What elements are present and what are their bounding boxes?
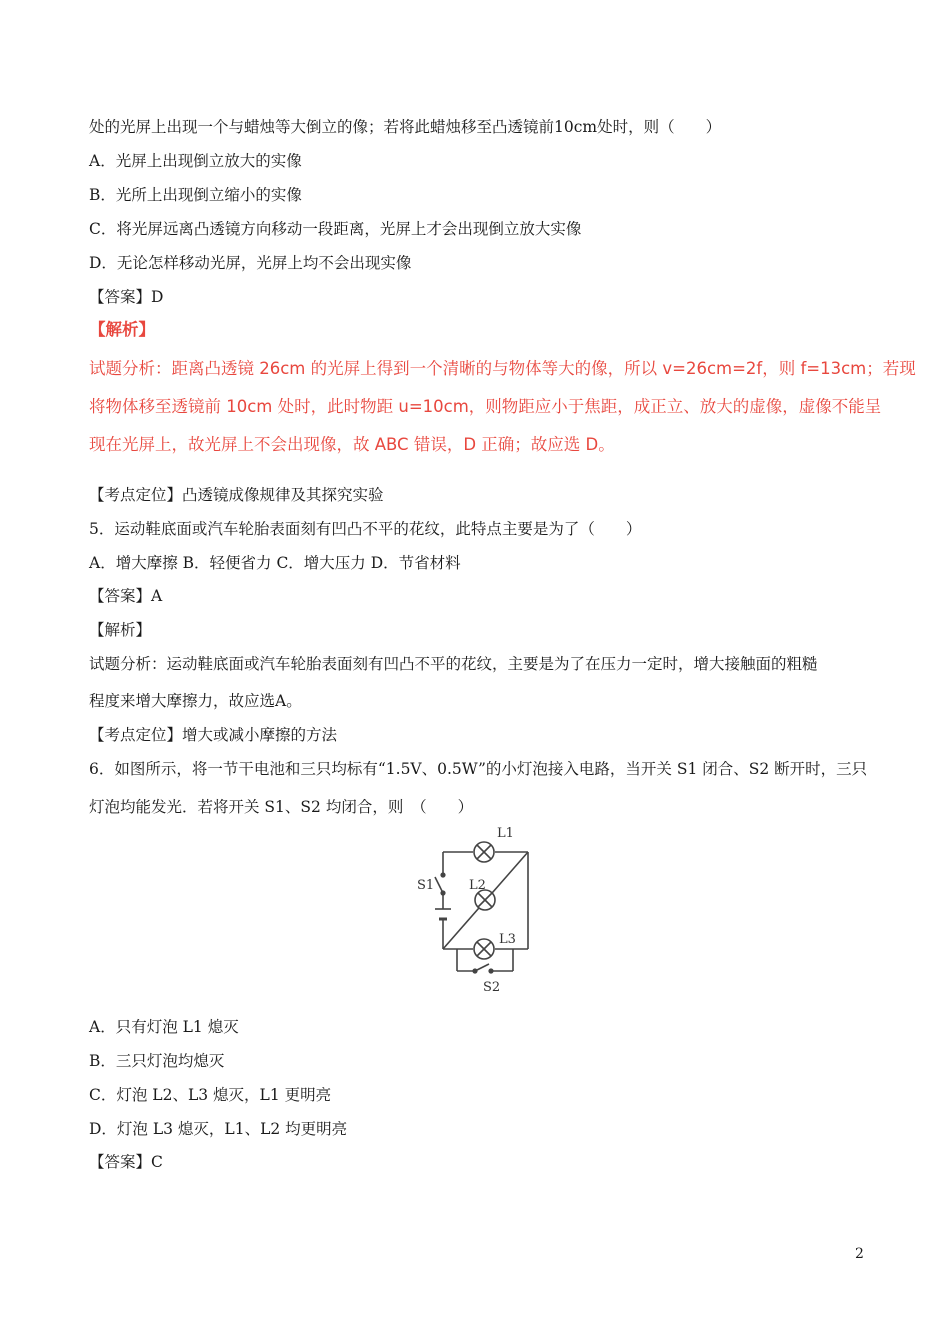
q6-answer: 【答案】C — [89, 1153, 163, 1171]
q4-analysis-title: 【解析】 — [89, 320, 155, 339]
q4-stem: 处的光屏上出现一个与蜡烛等大倒立的像；若将此蜡烛移至凸透镜前10cm处时，则（ ） — [89, 118, 722, 136]
q4-option-b: B．光所上出现倒立缩小的实像 — [89, 186, 302, 204]
circuit-diagram — [415, 823, 540, 995]
page-number: 2 — [855, 1246, 864, 1262]
switch-s1-symbol — [435, 873, 445, 895]
battery-symbol — [435, 909, 451, 919]
q6-stem-line: 6．如图所示，将一节干电池和三只均标有“1.5V、0.5W”的小灯泡接入电路，当开关 S1 闭合、S2 断开时，三只 — [89, 760, 868, 778]
q4-option-d: D．无论怎样移动光屏，光屏上均不会出现实像 — [89, 254, 412, 272]
q6-option-b: B．三只灯泡均熄灭 — [89, 1052, 225, 1070]
q6-option-a: A．只有灯泡 L1 熄灭 — [89, 1018, 239, 1036]
q5-options: A．增大摩擦 B．轻便省力 C．增大压力 D．节省材料 — [89, 554, 461, 572]
q5-analysis-line: 试题分析：运动鞋底面或汽车轮胎表面刻有凹凸不平的花纹，主要是为了在压力一定时，增大接触面的粗糙 — [89, 655, 818, 673]
q6-option-d: D．灯泡 L3 熄灭，L1、L2 均更明亮 — [89, 1120, 348, 1138]
q4-option-a: A．光屏上出现倒立放大的实像 — [89, 152, 302, 170]
q4-analysis-line: 将物体移至透镜前 10cm 处时，此时物距 u=10cm，则物距应小于焦距，成正立、放大的虚像，虚像不能呈 — [89, 397, 882, 416]
q5-analysis-title: 【解析】 — [89, 621, 152, 639]
q5-analysis-line: 程度来增大摩擦力，故应选A。 — [89, 692, 302, 710]
switch-s2-symbol — [473, 964, 493, 973]
label-l3: L3 — [499, 932, 516, 947]
q4-point: 【考点定位】凸透镜成像规律及其探究实验 — [89, 486, 384, 504]
q6-option-c: C．灯泡 L2、L3 熄灭，L1 更明亮 — [89, 1086, 332, 1104]
label-s1: S1 — [417, 878, 435, 893]
lamp-l1-symbol — [474, 842, 494, 862]
q4-option-c: C．将光屏远离凸透镜方向移动一段距离，光屏上才会出现倒立放大实像 — [89, 220, 582, 238]
label-l2: L2 — [469, 878, 486, 893]
q5-answer: 【答案】A — [89, 587, 163, 605]
q6-stem-line: 灯泡均能发光．若将开关 S1、S2 均闭合，则 （ ） — [89, 798, 474, 816]
lamp-l3-symbol — [474, 939, 494, 959]
q5-point: 【考点定位】增大或减小摩擦的方法 — [89, 726, 338, 744]
label-s2: S2 — [483, 980, 501, 995]
q4-analysis-line: 试题分析：距离凸透镜 26cm 的光屏上得到一个清晰的与物体等大的像，所以 v=26cm=2f，则 f=13cm；若现 — [89, 359, 916, 378]
q4-answer: 【答案】D — [89, 288, 164, 306]
q5-stem: 5．运动鞋底面或汽车轮胎表面刻有凹凸不平的花纹，此特点主要是为了（ ） — [89, 520, 642, 538]
lamp-l2-symbol — [475, 890, 495, 910]
label-l1: L1 — [497, 826, 514, 841]
q4-analysis-line: 现在光屏上，故光屏上不会出现像，故 ABC 错误，D 正确；故应选 D。 — [89, 435, 615, 454]
